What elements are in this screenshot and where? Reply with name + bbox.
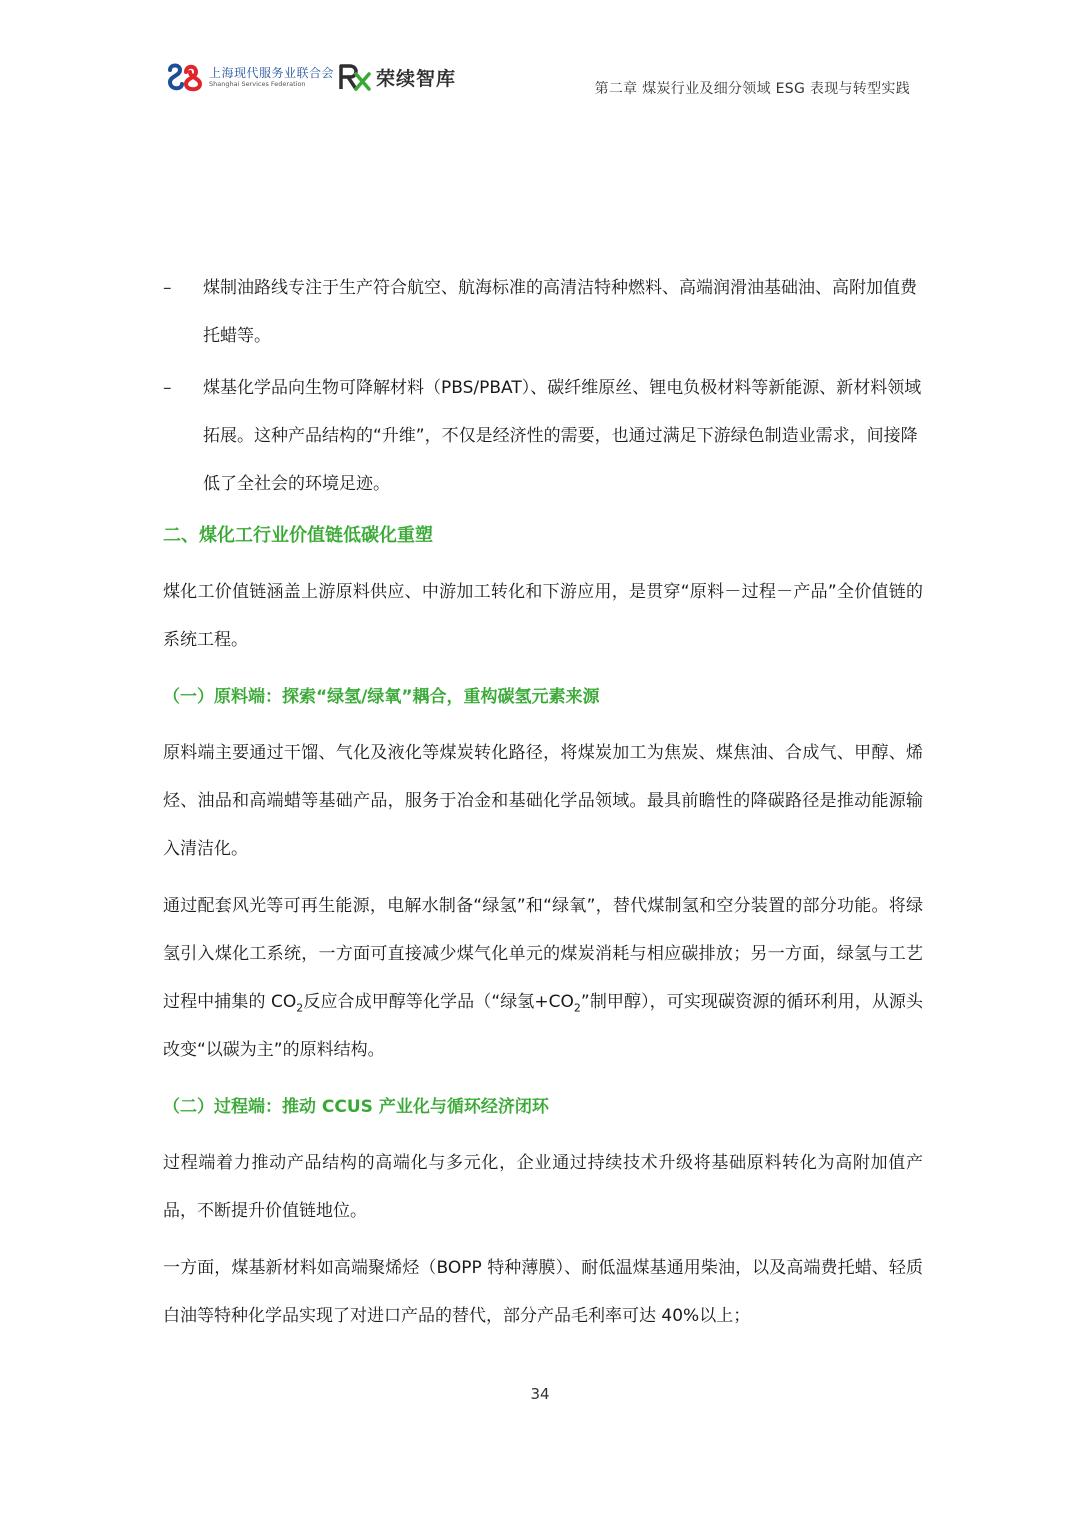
org1-name	[209, 66, 334, 89]
page-number: 34	[530, 1385, 550, 1403]
bullet-text: 煤基化学品向生物可降解材料（PBS/PBAT）、碳纤维原丝、锂电负极材料等新能源、新材料领域拓展。这种产品结构的“升维”，不仅是经济性的需要，也通过满足下游绿色制造业需求，间接降低了全社会的环境足迹。	[203, 378, 922, 494]
section-heading: 二、煤化工行业价值链低碳化重塑	[163, 525, 433, 546]
text-run: ”制甲醇），可实现碳资源的循环利用，从源头改变“以碳为主”的原料结构。	[163, 992, 923, 1060]
text-run: 反应合成甲醇等化学品（“绿氢+CO	[303, 992, 574, 1012]
bullet-marker: –	[163, 278, 172, 298]
subscript: 2	[573, 1001, 581, 1015]
paragraph: 过程端着力推动产品结构的高端化与多元化，企业通过持续技术升级将基础原料转化为高附加值产品，不断提升价值链地位。	[163, 1153, 923, 1221]
paragraph: 一方面，煤基新材料如高端聚烯烃（BOPP 特种薄膜）、耐低温煤基通用柴油，以及高端费托蜡、轻质白油等特种化学品实现了对进口产品的替代，部分产品毛利率可达 40%以上；	[163, 1258, 923, 1326]
bullet-item	[163, 364, 923, 508]
org2-name: 荣续智库	[376, 68, 457, 90]
rongxu-think-tank-logo-icon	[338, 62, 372, 92]
subsection-heading-process: （二）过程端：推动 CCUS 产业化与循环经济闭环	[163, 1097, 549, 1117]
bullet-item	[163, 264, 923, 360]
section-intro-paragraph: 煤化工价值链涵盖上游原料供应、中游加工转化和下游应用，是贯穿“原料－过程－产品”全价值链的系统工程。	[163, 582, 923, 650]
paragraph: 原料端主要通过干馏、气化及液化等煤炭转化路径，将煤炭加工为焦炭、煤焦油、合成气、甲醇、烯烃、油品和高端蜡等基础产品，服务于冶金和基础化学品领域。最具前瞻性的降碳路径是推动能源输入清洁化。	[163, 743, 923, 859]
subsection-heading-raw-material: （一）原料端：探索“绿氢/绿氧”耦合，重构碳氢元素来源	[163, 687, 600, 707]
chapter-title: 第二章 煤炭行业及细分领域 ESG 表现与转型实践	[594, 81, 910, 97]
text-run: 通过配套风光等可再生能源，电解水制备“绿氢”和“绿氧”，替代煤制氢和空分装置的部分功能。将绿氢引入煤化工系统，一方面可直接减少煤气化单元的煤炭消耗与相应碳排放；另一方面，绿氢与工艺过程中捕集的 CO	[163, 896, 923, 1012]
page-body	[163, 264, 923, 1349]
paragraph-green-hydrogen	[163, 882, 923, 1074]
page-header	[0, 0, 1080, 120]
shanghai-services-federation-logo-icon	[166, 62, 206, 94]
bullet-text: 煤制油路线专注于生产符合航空、航海标准的高清洁特种燃料、高端润滑油基础油、高附加值费托蜡等。	[203, 278, 917, 346]
org1-cn-name: 上海现代服务业联合会	[209, 66, 335, 80]
org1-en-name: Shanghai Services Federation	[209, 80, 306, 88]
subscript: 2	[296, 1001, 304, 1015]
bullet-marker: –	[163, 378, 172, 398]
